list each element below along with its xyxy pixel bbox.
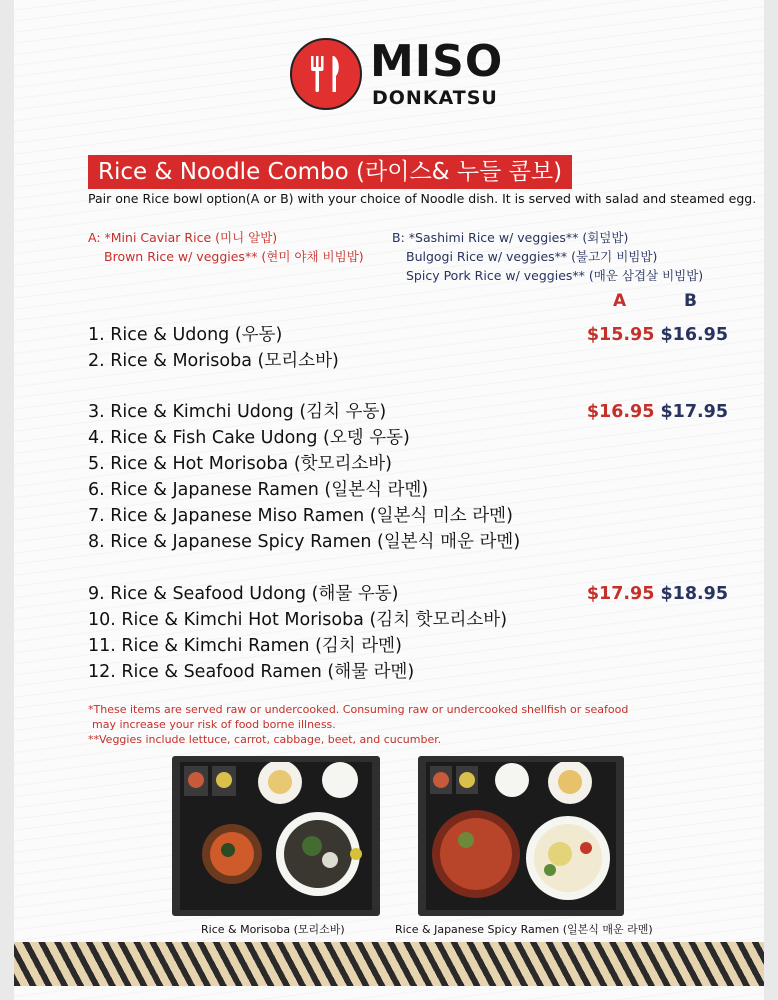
price-b: $16.95	[660, 325, 728, 345]
photo-caption: Rice & Morisoba (모리소바)	[201, 923, 345, 936]
fork-knife-icon	[290, 38, 362, 110]
photo-morisoba	[172, 756, 380, 916]
menu-page	[14, 0, 764, 1000]
section-intro: Pair one Rice bowl option(A or B) with your choice of Noodle dish. It is served with salad and steamed egg.	[88, 191, 757, 206]
option-line: Bulgogi Rice w/ veggies** (불고기 비빔밥)	[406, 249, 658, 264]
disclaimer-notes	[88, 702, 628, 747]
zebra-pattern-border	[14, 942, 764, 986]
menu-item: 1. Rice & Udong (우동)	[88, 325, 283, 345]
column-header-a: A	[613, 291, 627, 311]
brand-name-bottom: DONKATSU	[372, 87, 498, 109]
price-pair	[587, 399, 728, 425]
menu-item: 12. Rice & Seafood Ramen (해물 라멘)	[88, 662, 415, 682]
photo-caption: Rice & Japanese Spicy Ramen (일본식 매운 라멘)	[395, 923, 653, 936]
note-line: may increase your risk of food borne illness.	[92, 718, 336, 731]
note-line: **Veggies include lettuce, carrot, cabbage, beet, and cucumber.	[88, 733, 442, 746]
price-b: $17.95	[660, 402, 728, 422]
option-line: A: *Mini Caviar Rice (미니 알밥)	[88, 230, 278, 245]
menu-item: 2. Rice & Morisoba (모리소바)	[88, 351, 339, 371]
menu-item: 9. Rice & Seafood Udong (해물 우동)	[88, 584, 399, 604]
brand-logo	[290, 38, 510, 114]
option-line: B: *Sashimi Rice w/ veggies** (회덮밥)	[392, 230, 629, 245]
menu-item: 11. Rice & Kimchi Ramen (김치 라멘)	[88, 636, 402, 656]
price-pair	[587, 322, 728, 348]
menu-item: 5. Rice & Hot Morisoba (핫모리소바)	[88, 454, 392, 474]
menu-item: 8. Rice & Japanese Spicy Ramen (일본식 매운 라멘)	[88, 532, 521, 552]
price-a: $15.95	[586, 325, 655, 345]
rice-option-b	[392, 228, 703, 285]
tray-graphic	[180, 762, 372, 910]
option-line: Spicy Pork Rice w/ veggies** (매운 삼겹살 비빔밥)	[406, 268, 704, 283]
menu-item: 6. Rice & Japanese Ramen (일본식 라멘)	[88, 480, 429, 500]
option-line: Brown Rice w/ veggies** (현미 야채 비빔밥)	[104, 249, 364, 264]
menu-item: 4. Rice & Fish Cake Udong (오뎅 우동)	[88, 428, 410, 448]
brand-name-top: MISO	[370, 36, 504, 87]
section-title: Rice & Noodle Combo (라이스& 누들 콤보)	[88, 155, 572, 189]
price-a: $16.95	[586, 402, 655, 422]
menu-item: 7. Rice & Japanese Miso Ramen (일본식 미소 라멘)	[88, 506, 513, 526]
menu-item: 3. Rice & Kimchi Udong (김치 우동)	[88, 402, 387, 422]
menu-item: 10. Rice & Kimchi Hot Morisoba (김치 핫모리소바)	[88, 610, 508, 630]
price-b: $18.95	[660, 584, 728, 604]
note-line: *These items are served raw or undercooked. Consuming raw or undercooked shellfish or seafood	[88, 703, 629, 716]
rice-option-a	[88, 228, 364, 266]
menu-group-3	[88, 581, 728, 685]
menu-group-2	[88, 399, 728, 555]
price-pair	[587, 581, 728, 607]
tray-graphic	[426, 762, 616, 910]
menu-group-1	[88, 322, 728, 374]
photo-spicy-ramen	[418, 756, 624, 916]
price-a: $17.95	[586, 584, 655, 604]
column-header-b: B	[684, 291, 697, 311]
